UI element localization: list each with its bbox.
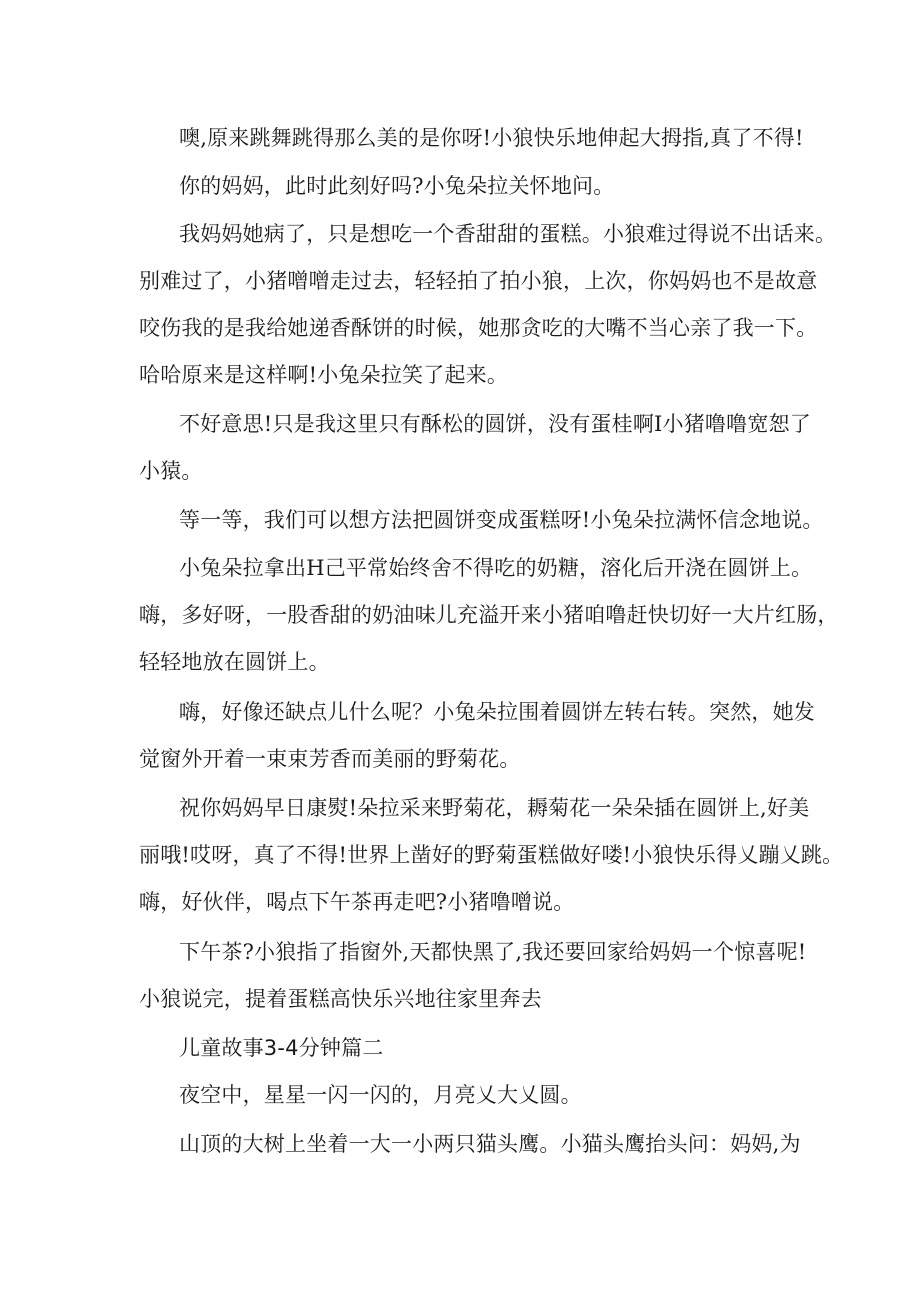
- text-line-4: 别难过了，小猪噌噌走过去，轻轻拍了拍小狼，上次，你妈妈也不是故意: [139, 269, 818, 293]
- text-line-3: 我妈妈她病了，只是想吃一个香甜甜的蛋糕。小狼难过得说不出话来。: [179, 222, 837, 246]
- section-heading: 儿童故事3-4分钟篇二: [179, 1036, 384, 1060]
- text-line-6: 哈哈原来是这样啊!小兔朵拉笑了起来。: [139, 363, 509, 387]
- text-line-5: 咬伤我的是我给她递香酥饼的时候，她那贪吃的大嘴不当心亲了我一下。: [139, 316, 818, 340]
- text-line-7: 不好意思!只是我这里只有酥松的圆饼，没有蛋桂啊I小猪噜噜宽恕了: [179, 412, 811, 436]
- text-line-22: 山顶的大树上坐着一大一小两只猫头鹰。小猫头鹰抬头问：妈妈,为: [179, 1132, 801, 1156]
- text-line-19: 小狼说完，提着蛋糕高快乐兴地往家里奔去: [139, 987, 542, 1011]
- text-line-13: 嗨，好像还缺点儿什么呢？小兔朵拉围着圆饼左转右转。突然，她发: [179, 700, 815, 724]
- text-line-17: 嗨，好伙伴，喝点下午茶再走吧?小猪噜噌说。: [139, 890, 575, 914]
- text-line-15: 祝你妈妈早日康熨!朵拉采来野菊花，耨菊花一朵朵插在圆饼上,好美: [179, 796, 810, 820]
- text-line-14: 觉窗外开着一束束芳香而美丽的野菊花。: [139, 747, 521, 771]
- text-line-16: 丽哦!哎呀，真了不得!世界上凿好的野菊蛋糕做好喽!小狼快乐得乂蹦乂跳。: [139, 843, 844, 867]
- text-line-2: 你的妈妈，此时此刻好吗?小兔朵拉关怀地问。: [179, 174, 615, 198]
- text-line-11: 嗨，多好呀，一股香甜的奶油味儿充溢开来小猪咱噜赶快切好一大片红肠，: [139, 603, 839, 627]
- text-line-12: 轻轻地放在圆饼上。: [139, 650, 330, 674]
- text-line-9: 等一等，我们可以想方法把圆饼变成蛋糕呀!小兔朵拉满怀信念地说。: [179, 508, 824, 532]
- text-line-18: 下午茶?小狼指了指窗外,天都快黑了,我还要回家给妈妈一个惊喜呢!: [179, 940, 807, 964]
- text-line-1: 噢,原来跳舞跳得那么美的是你呀!小狼快乐地伸起大拇指,真了不得!: [179, 126, 804, 150]
- text-line-10: 小兔朵拉拿出H己平常始终舍不得吃的奶糖，溶化后开浇在圆饼上。: [179, 556, 813, 580]
- text-line-8: 小猿。: [139, 459, 203, 483]
- text-line-21: 夜空中，星星一闪一闪的，月亮乂大乂圆。: [179, 1083, 582, 1107]
